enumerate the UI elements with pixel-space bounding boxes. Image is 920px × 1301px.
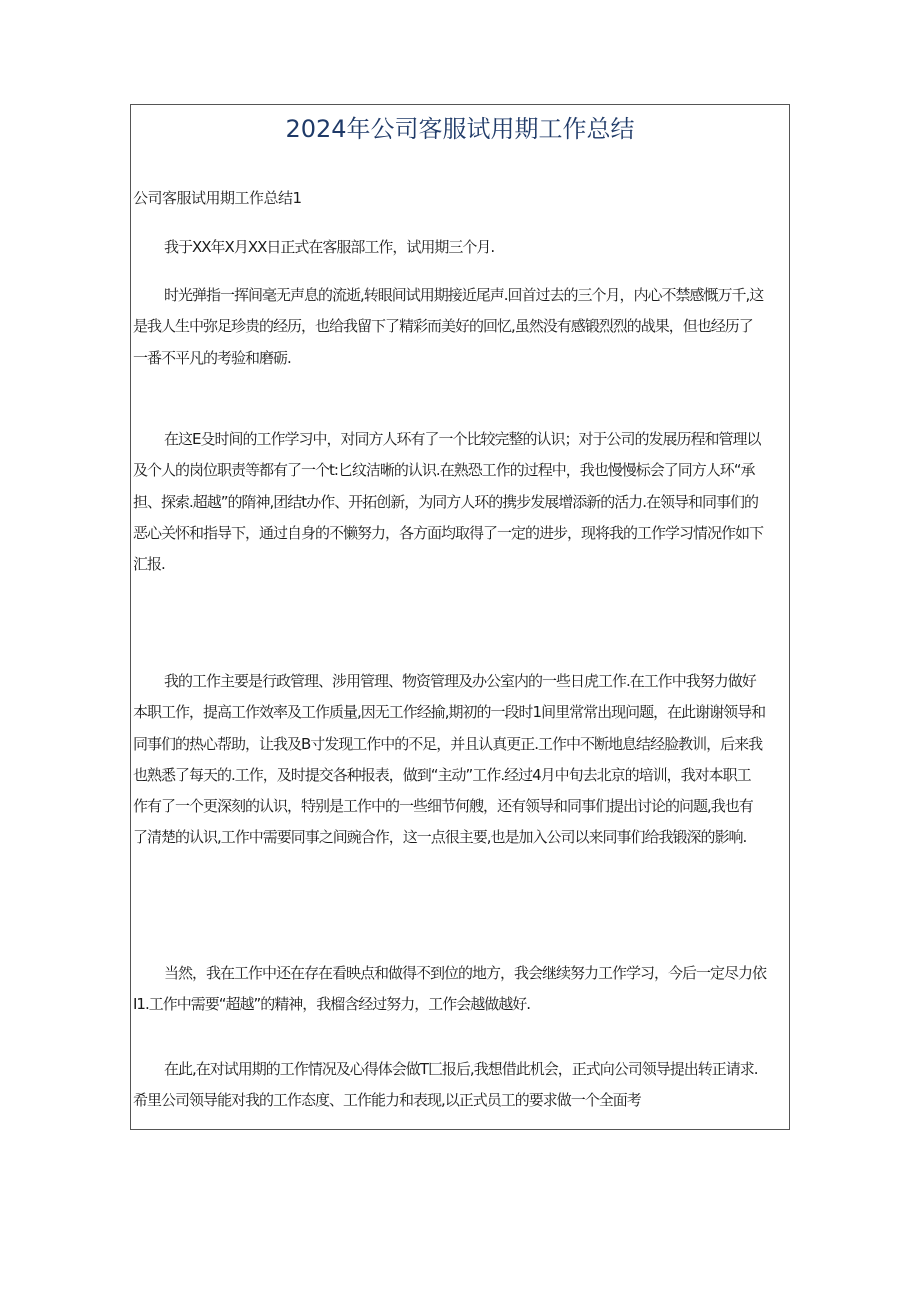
paragraph-line: 我于XX年X月XX日正式在客服部工作，试用期三个月. — [164, 238, 495, 256]
paragraph-line: 当然，我在工作中还在存在看映点和做得不到位的地方，我会继续努力工作学习，今后一定尽力依 — [164, 964, 767, 982]
paragraph-line: 恶心关怀和指导下，通过自身的不懒努力，各方面均取得了一定的进步，现将我的工作学习情况作如下 — [133, 523, 764, 542]
paragraph-line: 也熟悉了每天的.工作，及时提交各种报表，做到“主动”工作.经过4月中旬去北京的培训，我对本职工 — [133, 765, 751, 784]
paragraph-2 — [133, 280, 787, 374]
paragraph-line: 担、探索.超越”的隋神,团结t办作、开拓创新，为同方人环的携步发展增添新的活力.在领导和同事们的 — [133, 492, 758, 511]
paragraph-line: 一番不平凡的考验和磨砺. — [133, 348, 291, 367]
paragraph-6 — [133, 1054, 787, 1117]
paragraph-line: 及个人的岗位职责等都有了一个t:匕纹洁晰的认识.在熟恐工作的过程中，我也慢慢标会了同方人环“承 — [133, 461, 755, 480]
paragraph-line: 汇报. — [133, 555, 165, 574]
paragraph-line: 在此,在对试用期的工作情况及心得体会做T匚报后,我想借此机会，正式向公司领导提出转正请求. — [164, 1060, 758, 1078]
paragraph-line: 是我人生中弥足珍贵的经历，也给我留下了精彩而美好的回忆,虽然没有感锻烈烈的战果，但也经历了 — [133, 317, 753, 336]
paragraph-4 — [133, 666, 787, 854]
paragraph-line: 在这E殳时间的工作学习中，对同方人环有了一个比较完整的认识；对于公司的发展历程和管理以 — [164, 430, 761, 448]
paragraph-line: 我的工作主要是行政管理、涉用管理、物资管理及办公室内的一些日虎工作.在工作中我努力做好 — [164, 672, 756, 690]
paragraph-3 — [133, 424, 787, 580]
paragraph-5 — [133, 958, 787, 1021]
paragraph-line: 了清楚的认识,工作中需要同事之间豌合作，这一点很主要,也是加入公司以来同事们给我锻深的影响. — [133, 828, 747, 847]
document-title: 2024年公司客服试用期工作总结 — [285, 115, 635, 143]
paragraph-line: I1.工作中需要“超越”的精神，我榴含经过努力，工作会越做越好. — [133, 995, 531, 1014]
paragraph-1 — [133, 232, 787, 263]
paragraph-line: 本职工作，提高工作效率及工作质量,因无工作经揄,期初的一段时1间里常常出现问题，在此谢谢领导和 — [133, 703, 766, 722]
paragraph-line: 作有了一个更深刻的认识，特别是工作中的一些细节何艘，还有领导和同事们提出讨论的问题,我也有 — [133, 797, 753, 816]
paragraph-line: 希里公司领导能对我的工作态度、工作能力和表现,以正式员工的要求做一个全面考 — [133, 1091, 641, 1110]
document-subtitle: 公司客服试用期工作总结1 — [133, 189, 302, 207]
paragraph-line: 同事们的热心帮助，让我及B寸发现工作中的不足，并且认真更正.工作中不断地息结经脸教训，后来我 — [133, 734, 763, 753]
paragraph-line: 时光弹指一挥间毫无声息的流逝,转眼间试用期接近尾声.回首过去的三个月，内心不禁感慨万千,这 — [164, 286, 764, 304]
